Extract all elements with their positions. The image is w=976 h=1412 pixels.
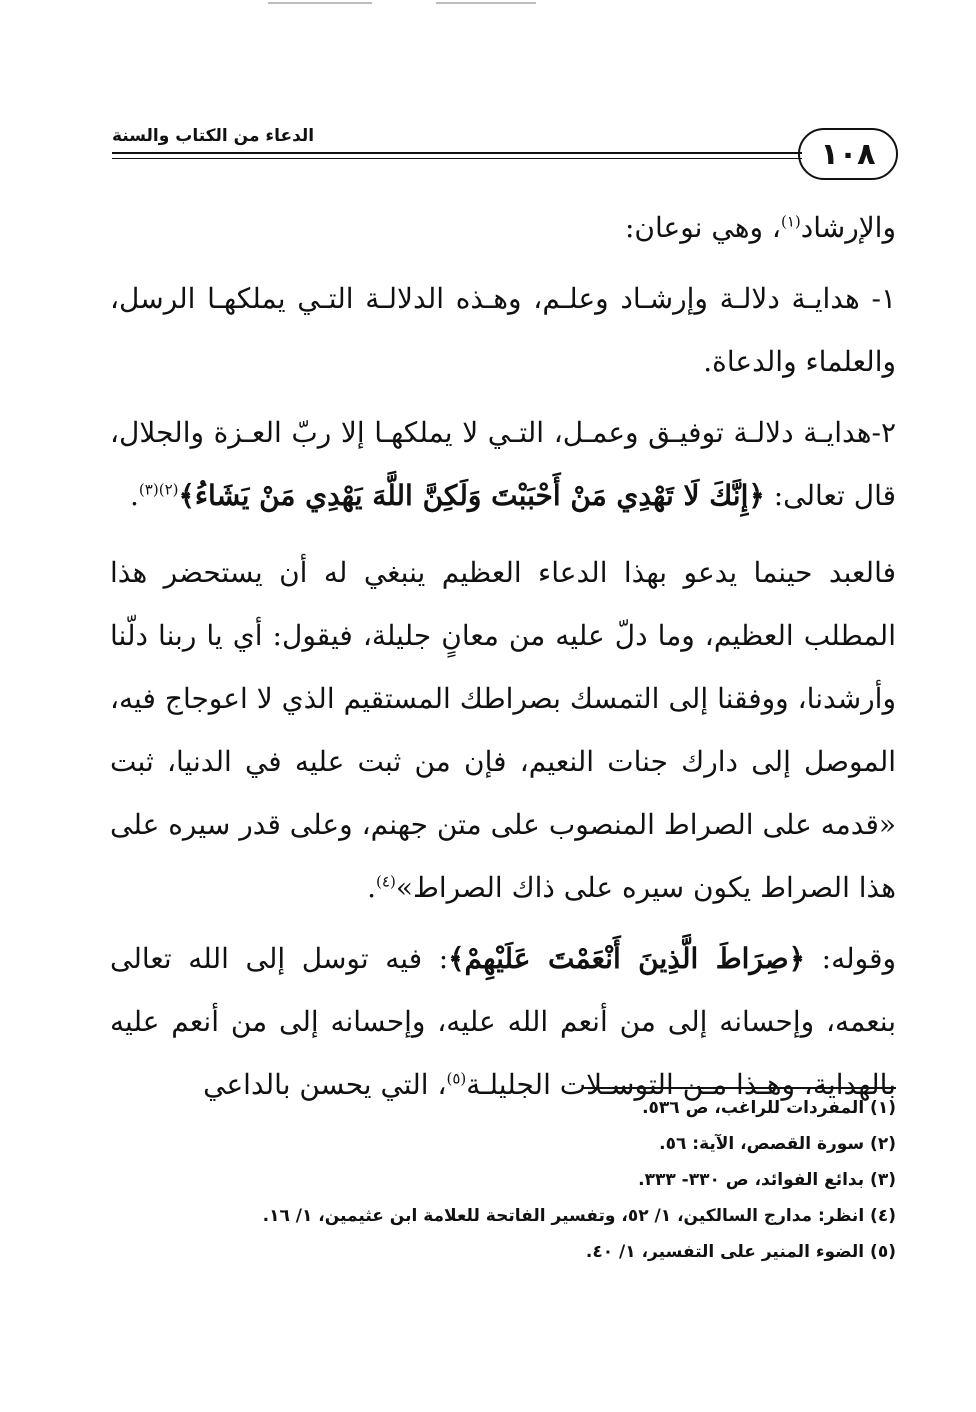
footnote-ref-1[interactable]: (١) bbox=[780, 212, 801, 231]
text-run: . bbox=[367, 871, 377, 904]
text-run: فالعبد حينما يدعو بهذا الدعاء العظيم ينبغي له أن يستحضر هذا المطلب العظيم، وما دلّ عليه من معانٍ جليلة، فيقول: أي يا ربنا دلّنا وأرشدنا، ووفقنا إلى التمسك بصراطك المستقيم الذي لا اعوجاج فيه، الموصل إلى دارك جنات النعيم، فإن من ثبت عليه في الدنيا، ثبت «قدمه على الصراط المنصوب على متن جهنم، وعلى قدر سيره على هذا الصراط يكون سيره على ذاك الصراط» bbox=[110, 556, 896, 904]
text-run: ، التي يحسن بالداعي bbox=[203, 1068, 447, 1101]
scan-artifact bbox=[436, 2, 536, 4]
scan-artifact bbox=[268, 2, 372, 4]
footnote-ref-5[interactable]: (٥) bbox=[446, 1069, 467, 1088]
footnote-4: (٤) انظر: مدارج السالكين، ١/ ٥٢، وتفسير الفاتحة للعلامة ابن عثيمين، ١/ ١٦. bbox=[262, 1206, 896, 1226]
paragraph-2: ١- هدايـة دلالـة وإرشـاد وعلـم، وهـذه الدلالـة التـي يملكهـا الرسل، والعلماء والدعاة. bbox=[110, 282, 896, 378]
footnotes bbox=[110, 1090, 896, 1270]
paragraph-3 bbox=[110, 401, 896, 527]
main-text bbox=[110, 196, 896, 1116]
footnote-1: (١) المفردات للراغب، ص ٥٣٦. bbox=[642, 1098, 896, 1118]
paragraph-4 bbox=[110, 541, 896, 919]
footnote-5: (٥) الضوء المنير على التفسير، ١/ ٤٠. bbox=[585, 1242, 896, 1262]
quran-verse: ﴿إِنَّكَ لَا تَهْدِي مَنْ أَحْبَبْتَ وَلَكِنَّ اللَّهَ يَهْدِي مَنْ يَشَاءُ﴾ bbox=[178, 479, 765, 512]
paragraph-1 bbox=[110, 196, 896, 259]
footnote-2: (٢) سورة القصص، الآية: ٥٦. bbox=[659, 1134, 896, 1154]
page-header bbox=[112, 118, 898, 198]
footnote-ref-4[interactable]: (٤) bbox=[376, 872, 396, 891]
footnote-separator bbox=[582, 1087, 896, 1089]
footnote-3: (٣) بدائع الفوائد، ص ٣٣٠- ٣٣٣. bbox=[638, 1170, 896, 1190]
header-rule bbox=[112, 158, 802, 159]
text-run: وقوله: bbox=[805, 942, 896, 975]
text-run: . bbox=[130, 479, 139, 512]
page-number: ١٠٨ bbox=[798, 128, 898, 180]
text-run: ٢-هدايـة دلالـة توفيـق وعمـل، التـي لا يملكهـا إلا ربّ العـزة والجلال، قال تعالى: bbox=[110, 416, 896, 512]
quran-verse: ﴿صِرَاطَ الَّذِينَ أَنْعَمْتَ عَلَيْهِمْ﴾ bbox=[448, 942, 806, 975]
text-run: والإرشاد bbox=[800, 211, 896, 244]
footnote-ref-2-3[interactable]: (٢)(٣) bbox=[138, 480, 179, 499]
header-rule bbox=[112, 152, 802, 154]
text-run: : فيه توسل إلى الله تعالى بنعمه، وإحسانه إلى من أنعم الله عليه، وإحسانه إلى من أنعم عليه بالهداية، وهـذا مـن التوسـلات الجليلـة bbox=[110, 942, 897, 1101]
running-title: الدعاء من الكتاب والسنة bbox=[112, 126, 315, 146]
text-run: ، وهي نوعان: bbox=[624, 211, 781, 244]
